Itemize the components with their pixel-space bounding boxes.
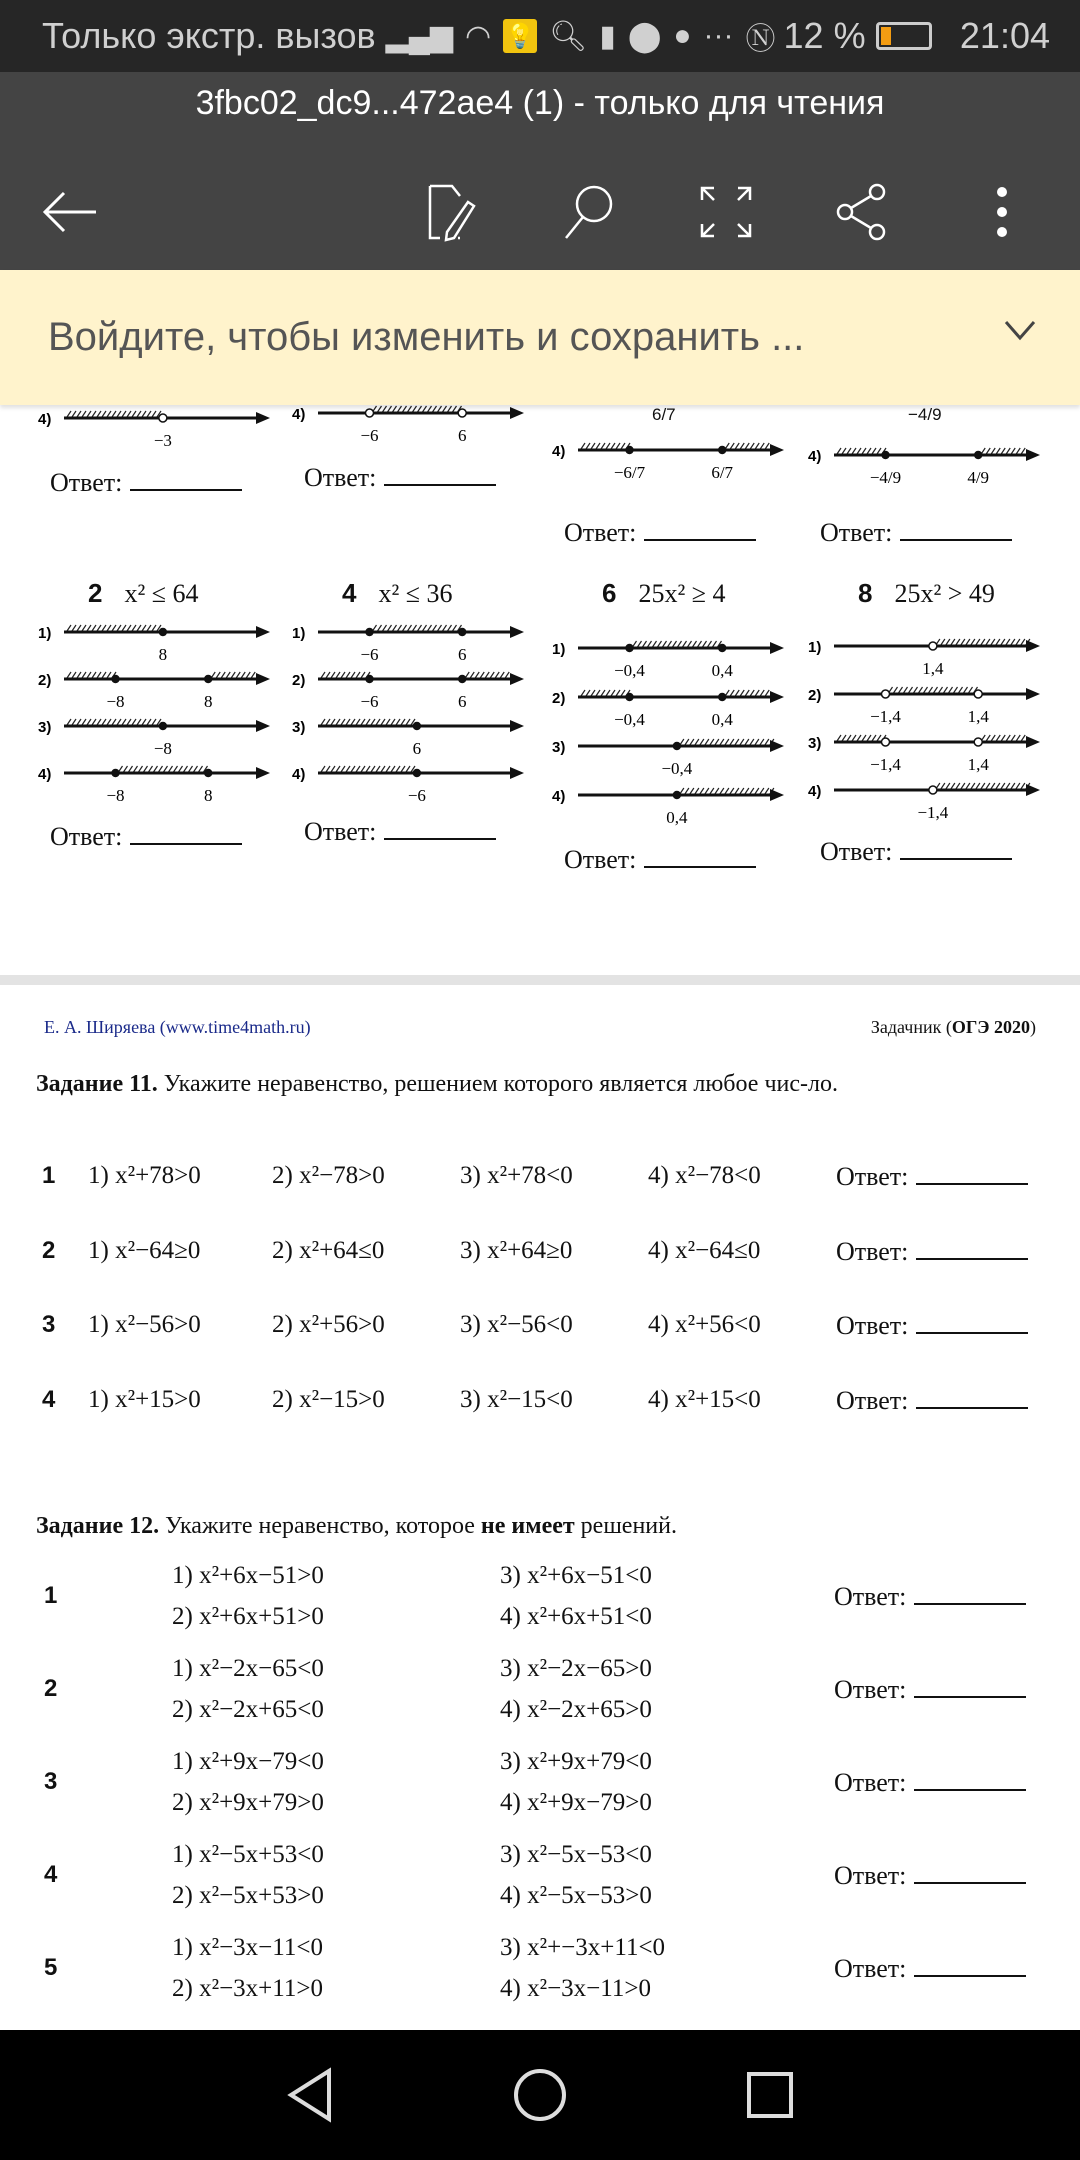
answer-field[interactable]: Ответ: [834, 1954, 1026, 1984]
hatch-region [680, 739, 774, 745]
closed-point [205, 676, 212, 683]
wifi-icon: ◠ [465, 19, 492, 53]
signal-icon: ▂▄▆ [385, 19, 454, 53]
sign-in-banner[interactable] [0, 270, 1080, 405]
battery-percent: 12 % [783, 15, 866, 56]
hatch-region [581, 690, 630, 696]
point-label: −0,4 [661, 759, 693, 778]
hatch-region [725, 690, 769, 696]
open-point [882, 738, 890, 746]
option-number: 4) [38, 411, 52, 428]
problem-inequality: 25x² > 49 [894, 579, 995, 608]
closed-point [719, 447, 726, 454]
point-label: 6 [457, 645, 467, 664]
location-icon: ⬤ [627, 19, 662, 53]
row-number: 2 [42, 1236, 56, 1264]
hatch-region [67, 411, 161, 417]
option-number: 2) [552, 690, 566, 707]
option-3[interactable]: 3) x²−56<0 [460, 1311, 573, 1338]
option-1[interactable]: 1) x²+15>0 [88, 1385, 201, 1413]
answer-field[interactable]: Ответ: [304, 817, 496, 847]
open-point [929, 642, 937, 650]
hatch-region [321, 719, 415, 725]
option-2[interactable]: 2) x²−15>0 [272, 1385, 385, 1413]
option-3[interactable]: 3) x²−2x−65>0 [500, 1655, 652, 1682]
option-2[interactable]: 2) x²−3x+11>0 [172, 1975, 323, 2002]
option-2[interactable]: 2) x²+56>0 [272, 1311, 385, 1338]
option-4[interactable]: 4) x²+15<0 [648, 1385, 761, 1413]
open-point [929, 786, 937, 794]
point-label: −1,4 [870, 707, 901, 726]
hatch-region [67, 719, 161, 725]
option-1[interactable]: 1) x²−2x−65<0 [172, 1655, 324, 1682]
option-number: 4) [292, 766, 306, 783]
hatch-region [581, 443, 630, 449]
nav-recents-button[interactable] [735, 2065, 805, 2125]
point-label: 6 [457, 426, 467, 445]
square-recents-icon [745, 2070, 795, 2120]
row-number: 3 [42, 1311, 56, 1338]
row-number: 2 [44, 1675, 58, 1702]
hatch-region [321, 672, 370, 678]
more-vert-icon [992, 184, 1012, 240]
hatch-region [119, 766, 208, 772]
closed-point [413, 770, 420, 777]
row-number: 4 [42, 1385, 56, 1413]
point-label: 8 [203, 692, 213, 711]
open-point [458, 409, 466, 417]
closed-point [366, 629, 373, 636]
search-icon [558, 182, 618, 242]
closed-point [112, 676, 119, 683]
number-line [38, 759, 278, 821]
option-3[interactable]: 3) x²−5x−53<0 [500, 1841, 652, 1868]
open-point [974, 738, 982, 746]
point-label: 4/9 [967, 468, 990, 487]
open-point [159, 414, 167, 422]
closed-point [459, 629, 466, 636]
row-number: 3 [44, 1768, 58, 1795]
option-1[interactable]: 1) x²+78>0 [88, 1162, 201, 1189]
status-bar [0, 0, 1080, 72]
problem-header [88, 578, 199, 609]
point-label: −8 [153, 739, 172, 758]
number-line [552, 436, 792, 498]
number-line [808, 441, 1048, 503]
row-number: 1 [42, 1162, 56, 1189]
back-button[interactable] [30, 172, 110, 252]
problem-header [342, 578, 453, 609]
closed-point [975, 452, 982, 459]
battery-alert-icon: ▮ [599, 19, 616, 53]
closed-point [459, 676, 466, 683]
book-header [871, 1017, 1036, 1038]
point-label: −1,4 [870, 755, 901, 774]
open-point [974, 690, 982, 698]
task12-text: Укажите неравенство, которое [165, 1513, 475, 1539]
answer-field[interactable]: Ответ: [836, 1386, 1028, 1416]
point-label: −8 [106, 786, 125, 805]
answer-field[interactable]: Ответ: [820, 837, 1012, 867]
nav-back-button[interactable] [275, 2065, 345, 2125]
arrow-head-icon [510, 767, 524, 779]
point-label: −8 [106, 692, 125, 711]
hatch-region [936, 783, 1030, 789]
option-number: 1) [292, 625, 306, 642]
option-number: 3) [38, 719, 52, 736]
option-number: 4) [552, 443, 566, 460]
point-label: −6 [360, 692, 379, 711]
edit-button[interactable] [410, 172, 490, 252]
option-4[interactable]: 4) x²−5x−53>0 [500, 1882, 652, 1909]
closed-point [882, 452, 889, 459]
option-4[interactable]: 4) x²+9x−79>0 [500, 1789, 652, 1816]
option-number: 2) [808, 687, 822, 704]
arrow-head-icon [1026, 640, 1040, 652]
problem-header [858, 578, 995, 609]
option-2[interactable]: 2) x²+9x+79>0 [172, 1789, 324, 1816]
option-3[interactable]: 3) x²+64≥0 [460, 1236, 573, 1264]
point-label: 0,4 [666, 808, 688, 827]
closed-point [626, 447, 633, 454]
point-label: 6/7 [711, 463, 734, 482]
option-1[interactable]: 1) x²−3x−11<0 [172, 1934, 323, 1961]
option-number: 4) [292, 406, 306, 423]
arrow-head-icon [256, 626, 270, 638]
point-label: 8 [203, 786, 213, 805]
row-number: 1 [44, 1582, 58, 1609]
hatch-region [67, 625, 161, 631]
open-point [366, 409, 374, 417]
task12-text-end: решений. [580, 1513, 677, 1539]
number-line [292, 759, 532, 821]
bulb-icon: 💡 [503, 19, 537, 53]
option-1[interactable]: 1) x²−56>0 [88, 1311, 201, 1338]
option-4[interactable]: 4) x²+56<0 [648, 1311, 761, 1338]
page-separator [0, 975, 1080, 985]
hatch-region [725, 443, 769, 449]
open-point [882, 690, 890, 698]
point-label: −6 [360, 426, 379, 445]
arrow-head-icon [770, 642, 784, 654]
problem-number: 8 [858, 578, 873, 608]
arrow-head-icon [770, 740, 784, 752]
search-button[interactable] [548, 172, 628, 252]
task12-label: Задание 12. [36, 1513, 160, 1539]
answer-field[interactable]: Ответ: [50, 468, 242, 498]
option-number: 4) [552, 788, 566, 805]
option-4[interactable]: 4) x²−78<0 [648, 1162, 761, 1189]
point-label: −0,4 [614, 710, 645, 729]
number-line [808, 776, 1048, 838]
arrow-head-icon [1026, 736, 1040, 748]
answer-field[interactable]: Ответ: [50, 822, 242, 852]
task11-heading [36, 1069, 1036, 1100]
option-number: 4) [38, 766, 52, 783]
problem-inequality: x² ≤ 64 [124, 579, 199, 608]
option-number: 3) [808, 735, 822, 752]
share-button[interactable] [823, 172, 903, 252]
problem-number: 2 [88, 578, 103, 608]
point-label: 0,4 [711, 710, 733, 729]
number-line [552, 781, 792, 843]
option-3[interactable]: 3) x²+−3x+11<0 [500, 1934, 666, 1961]
option-number: 3) [292, 719, 306, 736]
navigation-bar [0, 2030, 1080, 2160]
closed-point [673, 792, 680, 799]
circle-home-icon [512, 2067, 568, 2123]
option-number: 2) [38, 672, 52, 689]
answer-field[interactable]: Ответ: [834, 1675, 1026, 1705]
arrow-head-icon [770, 789, 784, 801]
option-4[interactable]: 4) x²+6x+51<0 [500, 1603, 652, 1630]
arrow-head-icon [510, 626, 524, 638]
answer-field[interactable]: Ответ: [834, 1861, 1026, 1891]
problem-inequality: 25x² ≥ 4 [638, 579, 726, 608]
hatch-region [321, 766, 415, 772]
header-prefix: Задачник ( [870, 1017, 952, 1037]
point-label: −6 [360, 645, 379, 664]
arrow-head-icon [1026, 784, 1040, 796]
arrow-head-icon [510, 720, 524, 732]
option-4[interactable]: 4) x²−2x+65>0 [500, 1696, 652, 1723]
option-2[interactable]: 2) x²+6x+51>0 [172, 1603, 324, 1630]
arrow-head-icon [1026, 688, 1040, 700]
more-options-button[interactable] [962, 172, 1042, 252]
point-label: −6 [407, 786, 426, 805]
option-1[interactable]: 1) x²+6x−51>0 [172, 1562, 324, 1589]
answer-field[interactable]: Ответ: [836, 1162, 1028, 1192]
hatch-region [67, 672, 116, 678]
hatch-region [465, 672, 509, 678]
arrow-head-icon [510, 673, 524, 685]
answer-field[interactable]: Ответ: [836, 1311, 1028, 1341]
closed-point [159, 629, 166, 636]
option-1[interactable]: 1) x²+9x−79<0 [172, 1748, 324, 1775]
carrier-text: Только экстр. вызов [42, 15, 376, 56]
point-label: −0,4 [614, 661, 645, 680]
arrow-head-icon [770, 691, 784, 703]
hatch-region [981, 735, 1025, 741]
option-number: 1) [552, 641, 566, 658]
problem-inequality: x² ≤ 36 [378, 579, 453, 608]
point-label: −3 [153, 431, 172, 450]
option-number: 4) [808, 448, 822, 465]
task11-label: Задание 11. [36, 1071, 158, 1097]
closed-point [159, 723, 166, 730]
option-number: 1) [38, 625, 52, 642]
option-3[interactable]: 3) x²+78<0 [460, 1162, 573, 1189]
hatch-region [837, 448, 886, 454]
banner-text: Войдите, чтобы изменить и сохранить ... [48, 315, 805, 359]
arrow-head-icon [256, 412, 270, 424]
cut-fraction-label: −4/9 [908, 405, 942, 424]
more-notifications-icon: ··· [703, 19, 734, 52]
answer-field[interactable]: Ответ: [304, 463, 496, 493]
answer-field[interactable]: Ответ: [834, 1768, 1026, 1798]
option-2[interactable]: 2) x²−5x+53>0 [172, 1882, 324, 1909]
answer-field[interactable]: Ответ: [564, 518, 756, 548]
point-label: 1,4 [967, 755, 989, 774]
answer-field[interactable]: Ответ: [820, 518, 1012, 548]
hatch-region [936, 639, 1030, 645]
nfc-icon: Ⓝ [745, 23, 776, 56]
back-arrow-icon [40, 187, 100, 237]
answer-field[interactable]: Ответ: [836, 1237, 1028, 1267]
hatch-region [373, 625, 462, 631]
answer-field[interactable]: Ответ: [834, 1582, 1026, 1612]
point-label: 0,4 [711, 661, 733, 680]
answer-field[interactable]: Ответ: [564, 845, 756, 875]
hatch-region [981, 448, 1025, 454]
point-label: −1,4 [917, 803, 949, 822]
option-3[interactable]: 3) x²+6x−51<0 [500, 1562, 652, 1589]
cut-fraction-label: 6/7 [652, 405, 676, 424]
triangle-back-icon [285, 2067, 335, 2123]
search-status-icon: 🔍︎ [549, 19, 588, 53]
hatch-region [211, 672, 255, 678]
point-label: −4/9 [869, 468, 902, 487]
closed-point [626, 694, 633, 701]
point-label: −6/7 [613, 463, 646, 482]
option-1[interactable]: 1) x²−5x+53<0 [172, 1841, 324, 1868]
hatch-region [633, 641, 722, 647]
arrow-head-icon [256, 673, 270, 685]
point-label: 6 [457, 692, 467, 711]
problem-number: 6 [602, 578, 617, 608]
point-label: 6 [412, 739, 422, 758]
hatch-region [373, 406, 462, 412]
option-2[interactable]: 2) x²+64≤0 [272, 1236, 385, 1264]
option-2[interactable]: 2) x²−78>0 [272, 1162, 385, 1189]
arrow-head-icon [256, 767, 270, 779]
task11-text: Укажите неравенство, решением которого является любое чис-ло. [163, 1071, 838, 1097]
option-3[interactable]: 3) x²−15<0 [460, 1385, 573, 1413]
hatch-region [889, 687, 978, 693]
option-number: 4) [808, 783, 822, 800]
battery-icon [876, 22, 932, 50]
chat-icon: ● [673, 19, 692, 52]
task12-bold: не имеет [480, 1513, 575, 1539]
row-number: 4 [44, 1861, 58, 1888]
option-2[interactable]: 2) x²−2x+65<0 [172, 1696, 324, 1723]
closed-point [719, 694, 726, 701]
option-number: 2) [292, 672, 306, 689]
option-number: 3) [552, 739, 566, 756]
number-line [38, 405, 278, 466]
arrow-head-icon [770, 444, 784, 456]
arrow-head-icon [256, 720, 270, 732]
closed-point [366, 676, 373, 683]
closed-point [112, 770, 119, 777]
option-4[interactable]: 4) x²−64≤0 [648, 1236, 761, 1264]
option-1[interactable]: 1) x²−64≥0 [88, 1236, 201, 1264]
closed-point [626, 645, 633, 652]
closed-point [205, 770, 212, 777]
problem-number: 4 [342, 578, 357, 608]
point-label: 1,4 [922, 659, 944, 678]
point-label: 1,4 [967, 707, 989, 726]
closed-point [673, 743, 680, 750]
document-viewer[interactable] [0, 405, 1080, 2030]
author-header: Е. А. Ширяева (www.time4math.ru) [44, 1017, 311, 1037]
option-4[interactable]: 4) x²−3x−11>0 [500, 1975, 651, 2002]
header-bold: ОГЭ 2020 [951, 1017, 1030, 1037]
chevron-down-icon[interactable] [1000, 310, 1040, 350]
option-number: 1) [808, 639, 822, 656]
closed-point [719, 645, 726, 652]
share-icon [833, 182, 893, 242]
hatch-region [837, 735, 886, 741]
option-3[interactable]: 3) x²+9x+79<0 [500, 1748, 652, 1775]
nav-home-button[interactable] [505, 2065, 575, 2125]
edit-document-icon [420, 182, 480, 242]
arrow-head-icon [1026, 449, 1040, 461]
point-label: 8 [158, 645, 168, 664]
fullscreen-icon [698, 184, 754, 240]
arrow-head-icon [510, 407, 524, 419]
hatch-region [680, 788, 774, 794]
row-number: 5 [44, 1954, 58, 1981]
document-title: 3fbc02_dc9...472ae4 (1) - только для чтения [195, 84, 885, 122]
number-line [292, 405, 532, 461]
problem-header [602, 578, 726, 609]
clock: 21:04 [959, 15, 1050, 56]
app-bar [0, 72, 1080, 270]
closed-point [413, 723, 420, 730]
header-suffix: ) [1030, 1017, 1036, 1037]
task12-heading [36, 1511, 1036, 1542]
fullscreen-button[interactable] [686, 172, 766, 252]
